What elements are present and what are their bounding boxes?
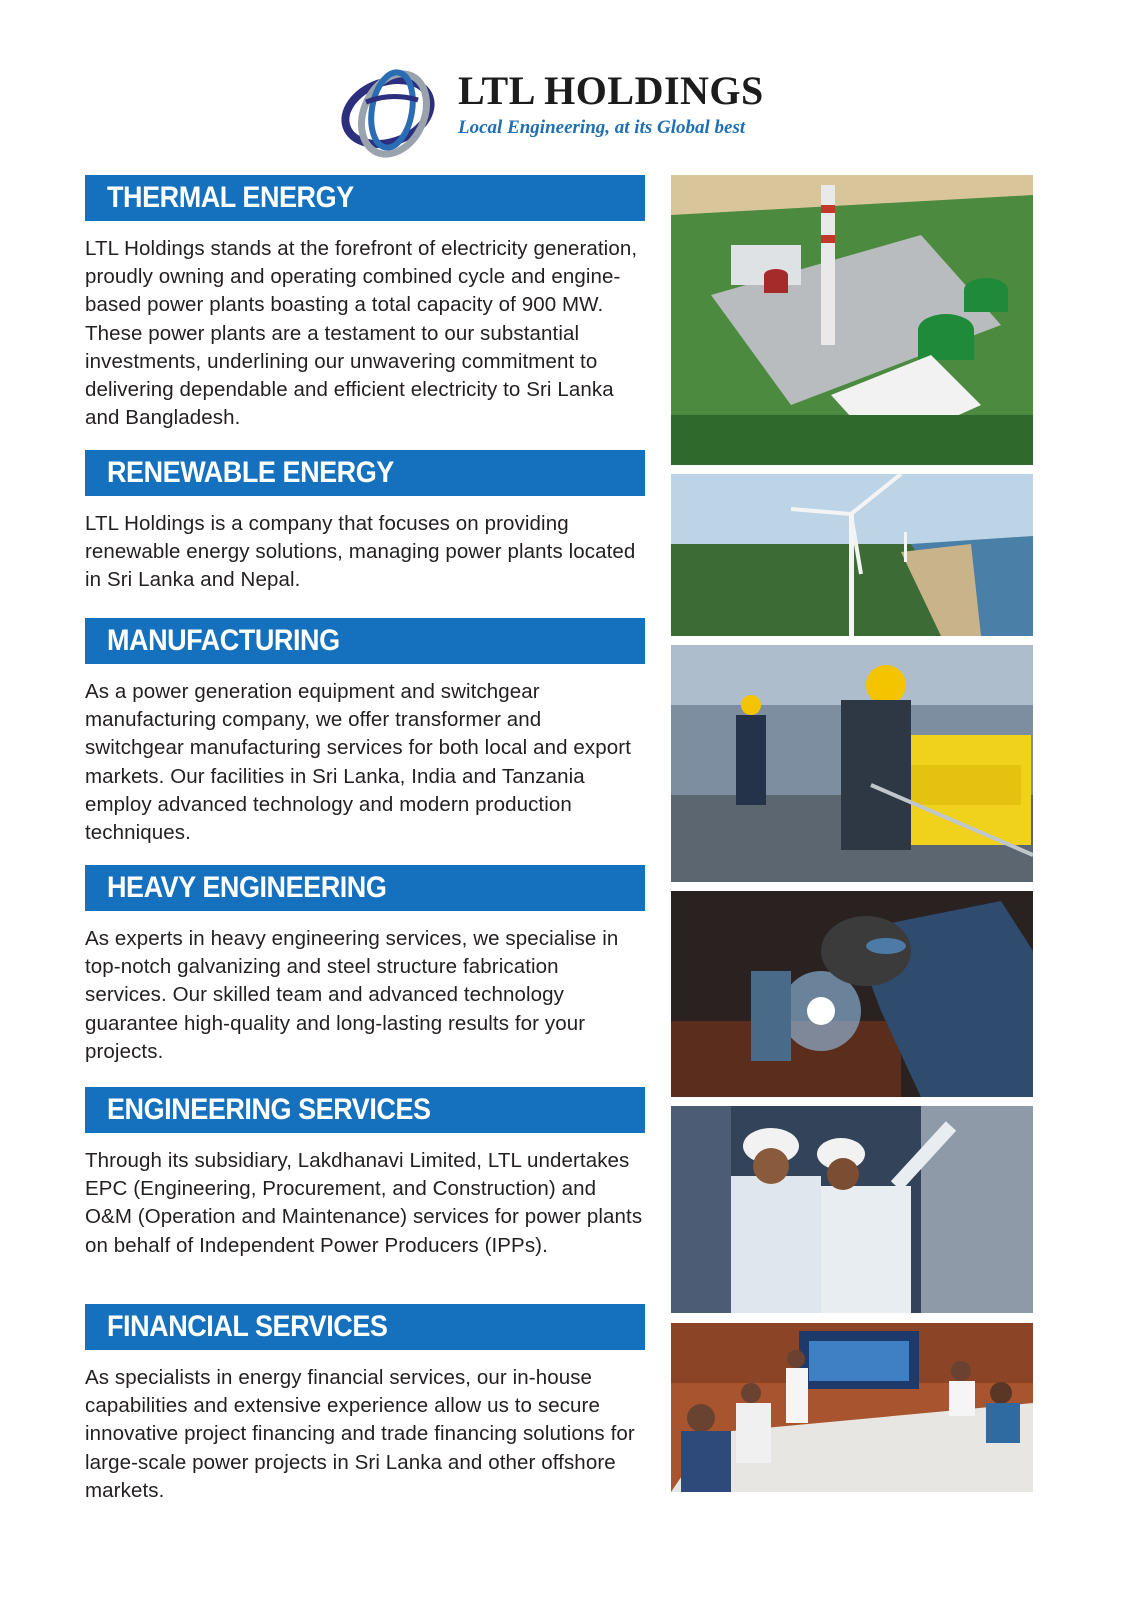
section-heading: RENEWABLE ENERGY: [85, 450, 645, 496]
section-body: LTL Holdings stands at the forefront of electricity generation, proudly owning and operating combined cycle and engine-based power plants boasting a total capacity of 900 MW. These power plants are a testament to our substantial investments, underlining our unwavering commitment to delivering dependable and efficient electricity to Sri Lanka and Bangladesh.: [85, 237, 638, 430]
section-heading: FINANCIAL SERVICES: [85, 1304, 645, 1350]
section-financial-services: [85, 1304, 645, 1505]
brand-logo: [336, 62, 796, 160]
section-body: Through its subsidiary, Lakdhanavi Limited, LTL undertakes EPC (Engineering, Procurement, and Construction) and O&M (Operation and Maintenance) services for power plants on behalf of Independent Power Producers (IPPs).: [85, 1149, 643, 1257]
brand-tagline: Local Engineering, at its Global best: [458, 117, 746, 138]
section-heading: HEAVY ENGINEERING: [85, 865, 645, 911]
section-body: As specialists in energy financial services, our in-house capabilities and extensive experience allow us to secure innovative project financing and trade financing solutions for large-scale power projects in Sri Lanka and other offshore markets.: [85, 1366, 635, 1502]
brand-name: LTL HOLDINGS: [458, 68, 764, 113]
section-body: As a power generation equipment and switchgear manufacturing company, we offer transformer and switchgear manufacturing services for both local and export markets. Our facilities in Sri Lanka, India and Tanzania employ advanced technology and modern production techniques.: [85, 680, 632, 845]
section-engineering-services: [85, 1087, 645, 1260]
section-heading: MANUFACTURING: [85, 618, 645, 664]
thermal-plant-photo: [671, 175, 1033, 465]
section-manufacturing: [85, 618, 645, 847]
section-body: LTL Holdings is a company that focuses on providing renewable energy solutions, managing power plants located in Sri Lanka and Nepal.: [85, 512, 636, 592]
financial-meeting-photo: [671, 1323, 1033, 1492]
welding-photo: [671, 891, 1033, 1097]
manufacturing-photo: [671, 645, 1033, 882]
section-body: As experts in heavy engineering services, we specialise in top-notch galvanizing and steel structure fabrication services. Our skilled team and advanced technology guarantee high-quality and long-lasting results for your projects.: [85, 927, 619, 1063]
section-heading: THERMAL ENERGY: [85, 175, 645, 221]
section-thermal-energy: [85, 175, 645, 432]
section-heavy-engineering: [85, 865, 645, 1066]
section-heading: ENGINEERING SERVICES: [85, 1087, 645, 1133]
engineering-services-photo: [671, 1106, 1033, 1313]
wind-farm-photo: [671, 474, 1033, 636]
section-renewable-energy: [85, 450, 645, 595]
ltl-logo-icon: [336, 62, 442, 160]
